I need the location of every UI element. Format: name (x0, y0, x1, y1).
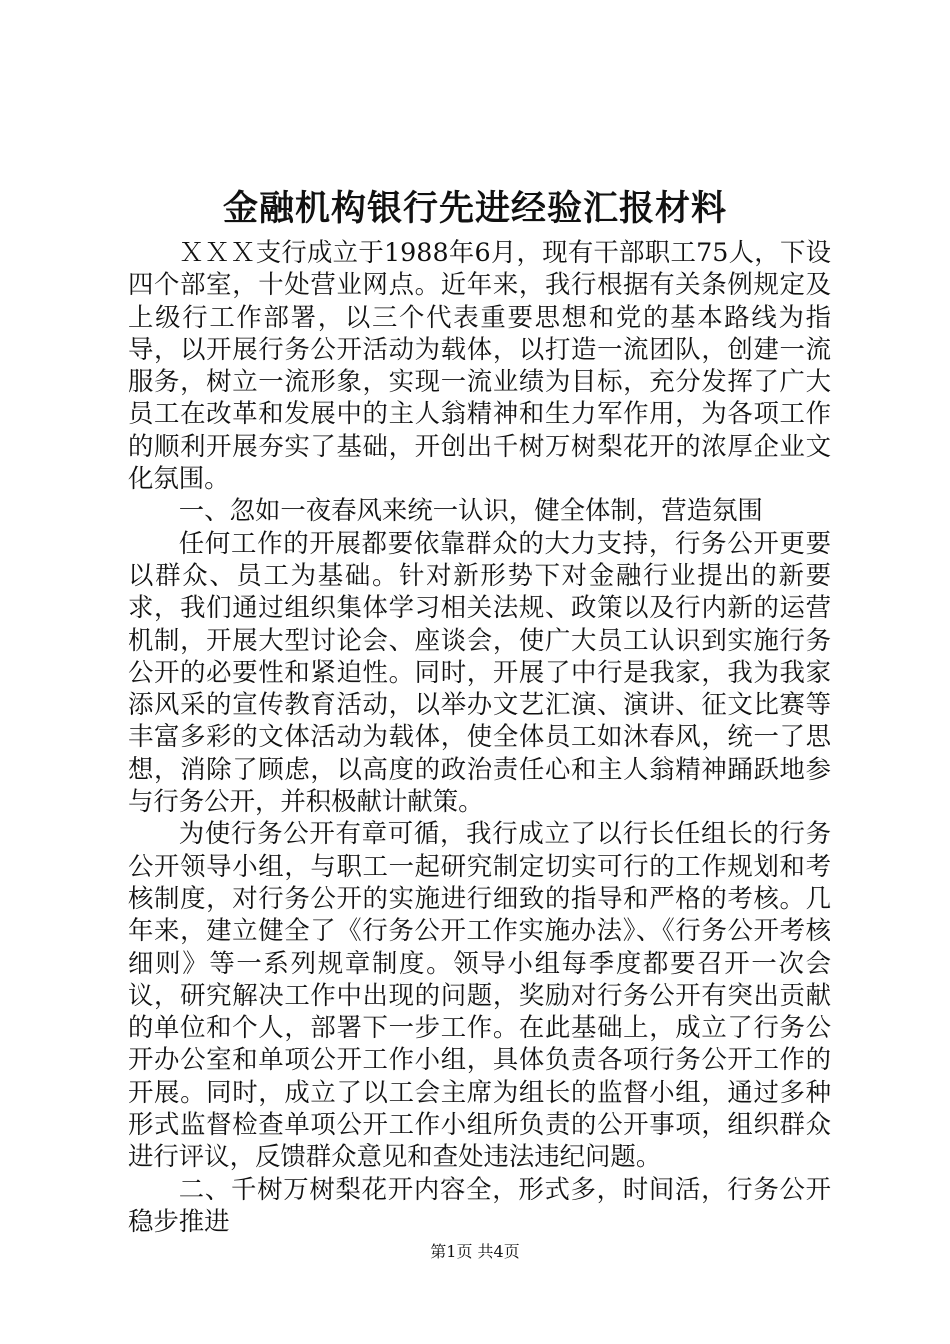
page-footer: 第1页 共4页 (430, 1242, 520, 1261)
section-heading-1: 一、忽如一夜春风来统一认识，健全体制，营造氛围 (178, 495, 763, 526)
body-paragraph: 为使行务公开有章可循，我行成立了以行长任组长的行务公开领导小组，与职工一起研究制定切实可行的工作规划和考核制度，对行务公开的实施进行细致的指导和严格的考核。几年来，建立健全了《行务公开工作实施办法》、《行务公开考核细则》等一系列规章制度。领导小组每季度都要召开一次会议，研究解决工作中出现的问题，奖励对行务公开有突出贡献的单位和个人，部署下一步工作。在此基础上，成立了行务公开办公室和单项公开工作小组，具体负责各项行务公开工作的开展。同时，成立了以工会主席为组长的监督小组，通过多种形式监督检查单项公开工作小组所负责的公开事项，组织群众进行评议，反馈群众意见和查处违法违纪问题。 (128, 818, 831, 1172)
section-heading-2: 二、千树万树梨花开内容全，形式多，时间活，行务公开稳步推进 (128, 1173, 831, 1236)
document-title: 金融机构银行先进经验汇报材料 (222, 188, 727, 229)
intro-paragraph: ＸＸＸ支行成立于1988年6月，现有干部职工75人，下设四个部室，十处营业网点。近年来，我行根据有关条例规定及上级行工作部署，以三个代表重要思想和党的基本路线为指导，以开展行务公开活动为载体，以打造一流团队，创建一流服务，树立一流形象，实现一流业绩为目标，充分发挥了广大员工在改革和发展中的主人翁精神和生力军作用，为各项工作的顺利开展夯实了基础，开创出千树万树梨花开的浓厚企业文化氛围。 (128, 237, 831, 494)
document-body (128, 236, 831, 1237)
body-paragraph: 任何工作的开展都要依靠群众的大力支持，行务公开更要以群众、员工为基础。针对新形势下对金融行业提出的新要求，我们通过组织集体学习相关法规、政策以及行内新的运营机制，开展大型讨论会、座谈会，使广大员工认识到实施行务公开的必要性和紧迫性。同时，开展了中行是我家，我为我家添风采的宣传教育活动，以举办文艺汇演、演讲、征文比赛等丰富多彩的文体活动为载体，使全体员工如沐春风，统一了思想，消除了顾虑，以高度的政治责任心和主人翁精神踊跃地参与行务公开，并积极献计献策。 (128, 527, 831, 817)
